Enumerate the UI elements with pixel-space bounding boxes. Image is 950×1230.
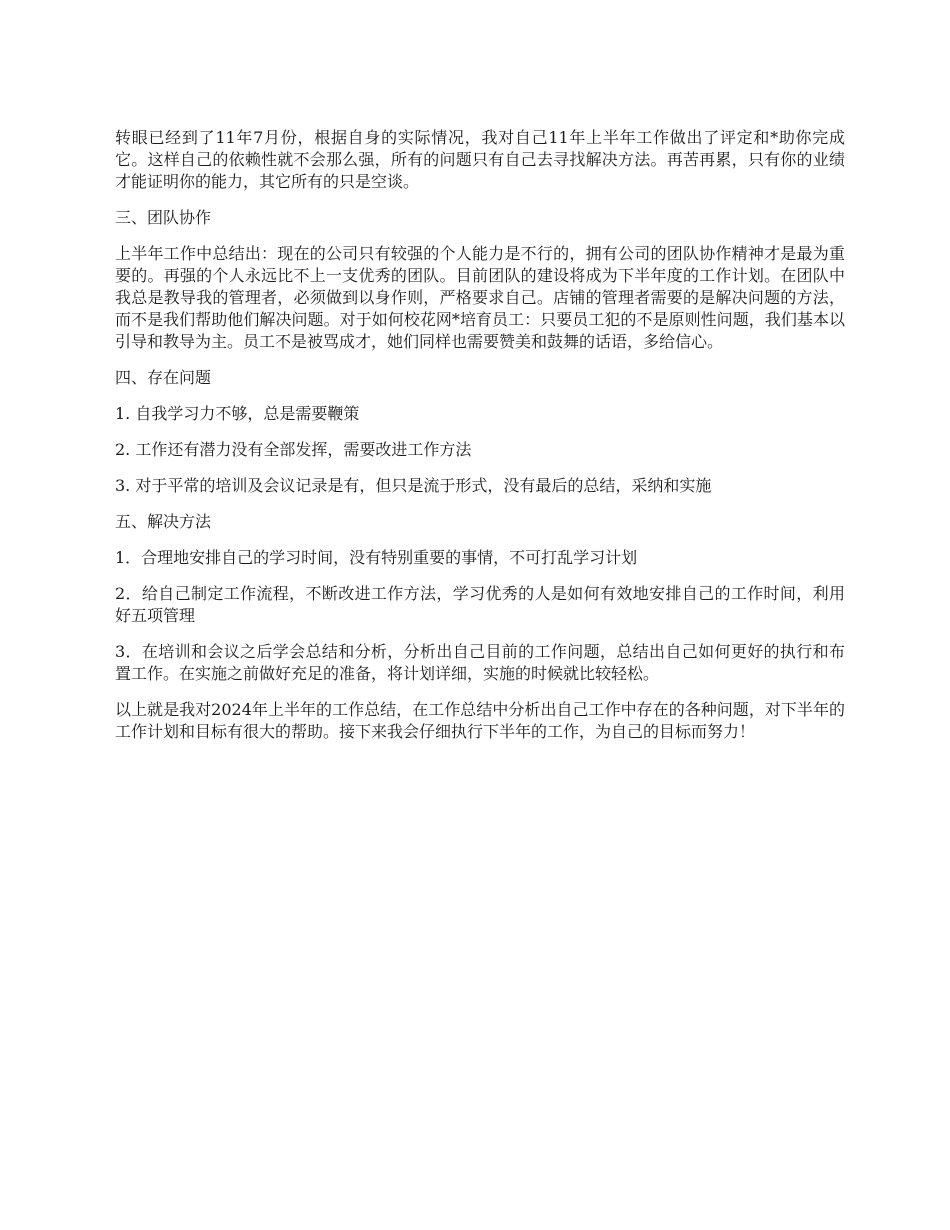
problem-item-1: 1. 自我学习力不够，总是需要鞭策 [115,404,360,423]
section-heading-solutions: 五、解决方法 [115,512,212,531]
team-paragraph: 上半年工作中总结出：现在的公司只有较强的个人能力是不行的，拥有公司的团队协作精神才是最为重要的。再强的个人永远比不上一支优秀的团队。目前团队的建设将成为下半年度的工作计划。在团队中我总是教导我的管理者，必须做到以身作则，严格要求自己。店铺的管理者需要的是解决问题的方法，而不是我们帮助他们解决问题。对于如何校花网*培育员工：只要员工犯的不是原则性问题，我们基本以引导和教导为主。员工不是被骂成才，她们同样也需要赞美和鼓舞的话语，多给信心。 [115,244,845,351]
section-heading-team: 三、团队协作 [115,208,212,227]
section-heading-problems: 四、存在问题 [115,368,212,387]
solution-item-2: 2．给自己制定工作流程，不断改进工作方法，学习优秀的人是如何有效地安排自己的工作时间，利用好五项管理 [115,584,845,625]
solution-item-3: 3．在培训和会议之后学会总结和分析，分析出自己目前的工作问题，总结出自己如何更好的执行和布置工作。在实施之前做好充足的准备，将计划详细，实施的时候就比较轻松。 [115,642,845,683]
problem-item-3: 3. 对于平常的培训及会议记录是有，但只是流于形式，没有最后的总结，采纳和实施 [115,476,712,495]
conclusion-paragraph: 以上就是我对2024年上半年的工作总结，在工作总结中分析出自己工作中存在的各种问题，对下半年的工作计划和目标有很大的帮助。接下来我会仔细执行下半年的工作，为自己的目标而努力！ [115,700,845,741]
solution-item-1: 1．合理地安排自己的学习时间，没有特别重要的事情，不可打乱学习计划 [115,548,638,567]
document-page [115,127,845,757]
intro-paragraph: 转眼已经到了11年7月份，根据自身的实际情况，我对自己11年上半年工作做出了评定和*助你完成它。这样自己的依赖性就不会那么强，所有的问题只有自己去寻找解决方法。再苦再累，只有你的业绩才能证明你的能力，其它所有的只是空谈。 [115,128,845,191]
problem-item-2: 2. 工作还有潜力没有全部发挥，需要改进工作方法 [115,440,472,459]
